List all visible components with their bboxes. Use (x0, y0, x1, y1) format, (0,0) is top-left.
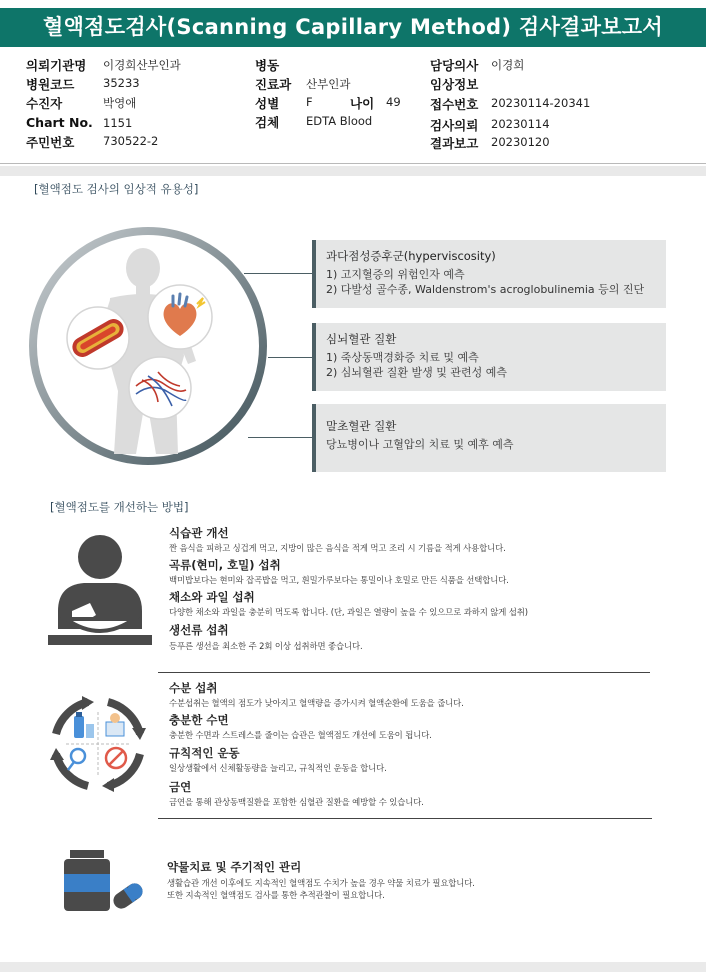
section-separator (0, 166, 706, 176)
info-label: 나이 (350, 96, 375, 111)
info-label: 주민번호 (26, 135, 75, 150)
info-label: 병원코드 (26, 77, 75, 92)
info-value: EDTA Blood (306, 114, 373, 128)
tip-desc: 백미밥보다는 현미와 잡곡밥을 먹고, 흰밀가루보다는 통밀이나 호밀로 만든 식품을 선택합니다. (169, 575, 509, 585)
clinical-panel-peripheral (312, 404, 666, 472)
lifestyle-cycle-icon (42, 688, 154, 800)
info-value: 49 (386, 95, 401, 109)
tip-desc: 금연을 통해 관상동맥질환을 포함한 심혈관 질환을 예방할 수 있습니다. (169, 797, 424, 807)
tip-desc: 수분섭취는 혈액의 점도가 낮아지고 혈액량을 증가시켜 혈액순환에 도움을 줍니다. (169, 698, 464, 708)
person-eating-icon (44, 533, 156, 651)
info-value: 산부인과 (306, 77, 351, 91)
info-label: 검체 (255, 115, 280, 130)
panel-line: 당뇨병이나 고혈압의 치료 및 예후 예측 (326, 438, 514, 451)
clinical-panel-cardio (312, 323, 666, 391)
connector-line (244, 273, 312, 274)
tip-title: 약물치료 및 주기적인 관리 (167, 860, 302, 874)
connector-line (268, 357, 312, 358)
tip-title: 충분한 수면 (169, 713, 229, 727)
info-label: 병동 (255, 58, 280, 73)
info-label: 의뢰기관명 (26, 58, 87, 73)
tip-desc: 생활습관 개선 이후에도 지속적인 혈액점도 수치가 높을 경우 약물 치료가 필요합니다. (167, 878, 475, 888)
panel-line: 2) 다발성 골수종, Waldenstrom's acroglobulinemia 등의 진단 (326, 283, 645, 296)
info-value: 이경희 (491, 58, 525, 72)
clinical-section-title: [혈액점도 검사의 임상적 유용성] (34, 182, 199, 196)
tip-title: 곡류(현미, 호밀) 섭취 (169, 558, 281, 572)
info-value: 박영애 (103, 96, 137, 110)
tip-desc: 다양한 채소와 과일을 충분히 먹도록 합니다. (단, 과일은 열량이 높을 수 있으므로 과하지 않게 섭취) (169, 607, 528, 617)
blood-vessel-plaque-icon (66, 306, 130, 370)
vascular-network-icon (128, 356, 192, 420)
clinical-panel-hyperviscosity (312, 240, 666, 308)
heart-icon (147, 284, 213, 350)
info-value: 20230114 (491, 117, 550, 131)
info-value: 20230120 (491, 135, 550, 149)
info-label: 임상정보 (430, 77, 479, 92)
info-value: 1151 (103, 116, 133, 130)
tip-title: 채소와 과일 섭취 (169, 590, 255, 604)
panel-title: 심뇌혈관 질환 (326, 332, 397, 346)
tip-title: 금연 (169, 780, 192, 794)
patient-info-block (0, 48, 706, 164)
info-label: 결과보고 (430, 136, 479, 151)
tip-desc: 일상생활에서 신체활동량을 늘리고, 규칙적인 운동을 합니다. (169, 763, 387, 773)
tip-desc: 등푸른 생선을 최소한 주 2회 이상 섭취하면 좋습니다. (169, 641, 363, 651)
info-label: 접수번호 (430, 97, 479, 112)
panel-line: 1) 고지혈증의 위험인자 예측 (326, 268, 465, 281)
panel-line: 2) 심뇌혈관 질환 발생 및 관련성 예측 (326, 366, 508, 379)
tip-desc: 충분한 수면과 스트레스를 줄이는 습관은 혈액점도 개선에 도움이 됩니다. (169, 730, 432, 740)
tip-divider (158, 672, 650, 673)
panel-title: 말초혈관 질환 (326, 419, 397, 433)
tip-desc: 짠 음식을 피하고 싱겁게 먹고, 지방이 많은 음식을 적게 먹고 조리 시 기름을 적게 사용합니다. (169, 543, 506, 553)
info-label: 성별 (255, 96, 280, 111)
improve-section-title: [혈액점도를 개선하는 방법] (50, 500, 189, 514)
info-label: 담당의사 (430, 58, 479, 73)
connector-line (248, 437, 312, 438)
tip-title: 규칙적인 운동 (169, 746, 240, 760)
info-value: 이경희산부인과 (103, 58, 181, 72)
info-value: 730522-2 (103, 134, 159, 148)
info-label: 검사의뢰 (430, 118, 479, 133)
tip-divider (158, 818, 652, 819)
panel-title: 과다점성증후군(hyperviscosity) (326, 249, 496, 263)
tip-title: 수분 섭취 (169, 681, 218, 695)
info-label: 진료과 (255, 77, 292, 92)
report-title: 혈액점도검사(Scanning Capillary Method) 검사결과보고서 (0, 8, 706, 47)
info-value: 35233 (103, 76, 140, 90)
tip-desc: 또한 지속적인 혈액점도 검사를 통한 추적관찰이 필요합니다. (167, 890, 385, 900)
info-label: Chart No. (26, 115, 93, 130)
tip-title: 식습관 개선 (169, 526, 229, 540)
info-value: F (306, 95, 313, 109)
info-value: 20230114-20341 (491, 96, 591, 110)
tip-title: 생선류 섭취 (169, 623, 229, 637)
medicine-bottle-icon (62, 850, 146, 912)
page-footer-band (0, 962, 706, 972)
info-label: 수진자 (26, 96, 63, 111)
panel-line: 1) 죽상동맥경화증 치료 및 예측 (326, 351, 479, 364)
